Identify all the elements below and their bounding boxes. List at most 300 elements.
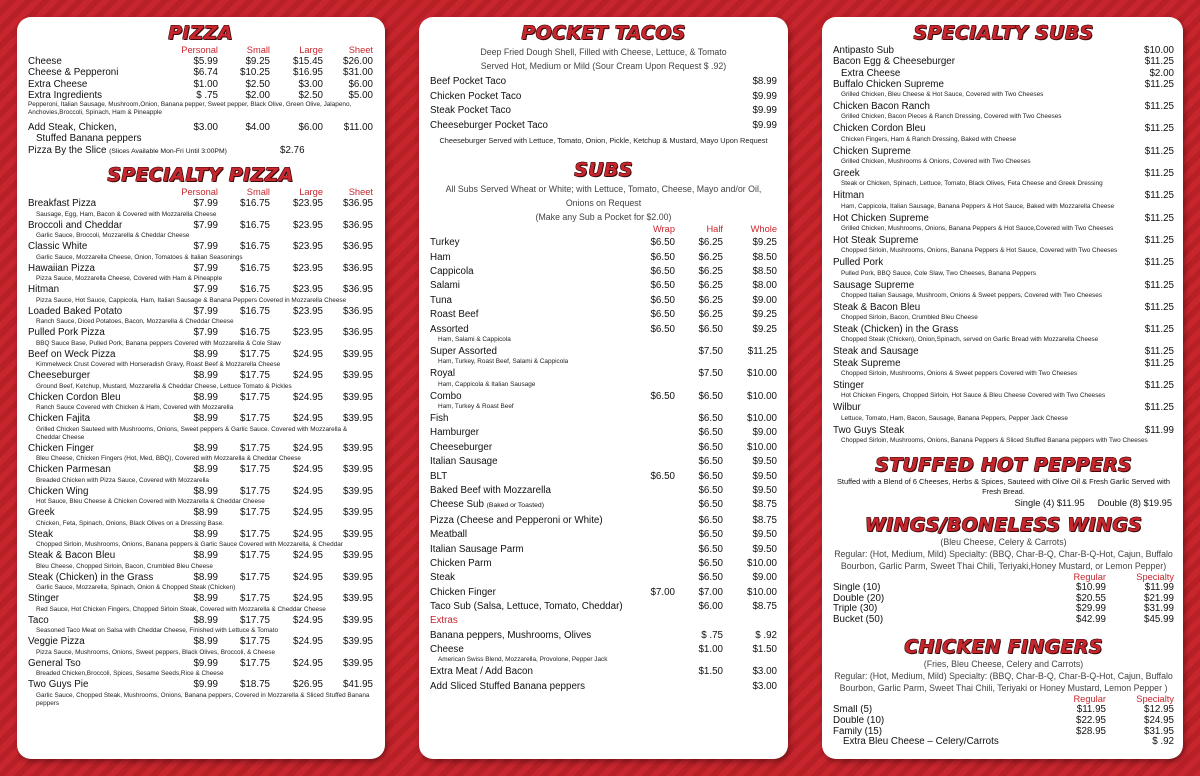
item-price: $6.50 — [650, 251, 675, 263]
item-name — [430, 252, 627, 264]
pocket-tacos-list — [430, 75, 777, 133]
item-description: Ground Beef, Ketchup, Mustard, Mozzarella & Cheddar Cheese, Lettuce Tomato & Pickles — [36, 382, 292, 390]
menu-item — [833, 257, 1174, 268]
item-name — [833, 123, 1114, 134]
item-price: $11.25 — [1144, 234, 1174, 246]
item-price: $10.00 — [1144, 45, 1174, 56]
item-name-text: Pulled Pork Pizza — [28, 327, 105, 339]
menu-item-extra: Extra Bleu Cheese – Celery/Carrots $ .92 — [843, 736, 1174, 748]
item-price: $6.50 — [698, 572, 723, 584]
item-price: $28.95 — [1076, 725, 1106, 737]
item-name-text: Chicken Cordon Bleu — [833, 123, 926, 135]
menu-item — [430, 572, 777, 584]
item-price: $8.75 — [752, 499, 777, 511]
wings-flavors: Regular: (Hot, Medium, Mild) Specialty: (BBQ, Char-B-Q, Char-B-Q-Hot, Cajun, Buffalo Bourbon, Garlic Parm, Sweet Thai Chili, Teriyaki,Honey Mustard, or Lemon Pepper) — [834, 548, 1173, 571]
menu-item: Add Steak, Chicken, $3.00 $4.00 $6.00 $11.00 — [28, 122, 373, 134]
item-price: $10.00 — [747, 586, 777, 598]
item-price: $24.95 — [293, 464, 323, 476]
menu-item — [833, 716, 1174, 727]
item-price: $23.95 — [293, 219, 323, 231]
fingers-flavors: Regular: (Hot, Medium, Mild) Specialty: (BBQ, Char-B-Q, Char-B-Q-Hot, Cajun, Buffalo Bourbon, Garlic Parm, Sweet Thai Chili, Teriyaki or Honey Mustard, Lemon Pepper ) — [834, 671, 1173, 694]
item-price: $17.75 — [240, 636, 270, 648]
item-price: $23.95 — [293, 241, 323, 253]
menu-item — [430, 119, 777, 134]
wings-title: WINGS/BONELESS WINGS — [864, 513, 1143, 536]
item-price: $16.75 — [240, 284, 270, 296]
item-name — [430, 442, 627, 454]
item-name-text: BLT — [430, 470, 448, 482]
item-name-text: Royal — [430, 368, 456, 380]
fingers-header-row: Regular Specialty — [1073, 694, 1174, 705]
item-description: Garlic Sauce, Mozzarella Cheese, Onion, Tomatoes & Italian Seasonings — [36, 253, 243, 261]
menu-item — [430, 544, 777, 556]
item-price: $ .92 — [755, 629, 777, 641]
item-name — [833, 56, 1114, 67]
item-price: $6.50 — [698, 499, 723, 511]
item-price: $8.99 — [193, 593, 218, 605]
item-name-text: Steak (Chicken) in the Grass — [28, 571, 154, 583]
menu-item — [430, 252, 777, 264]
item-name-text: Combo — [430, 390, 462, 402]
item-price: $24.95 — [293, 507, 323, 519]
pocket-tacos-intro-2: Served Hot, Medium or Mild (Sour Cream Upon Request $ .92) — [480, 61, 727, 71]
item-price: $9.99 — [752, 90, 777, 102]
item-name — [430, 456, 627, 468]
item-name-text: Two Guys Steak — [833, 424, 905, 436]
item-name — [430, 558, 627, 570]
item-description: Pulled Pork, BBQ Sauce, Cole Slaw, Two Cheeses, Banana Peppers — [841, 269, 1036, 277]
item-price: $11.95 — [1076, 704, 1106, 716]
item-name-text: Chicken Bacon Ranch — [833, 101, 930, 113]
menu-item — [28, 241, 373, 253]
item-name — [430, 237, 627, 249]
item-description: Grilled Chicken Sauteed with Mushrooms, Onions, Sweet peppers & Garlic Sauce. Covered with Mozzarella & Cheddar Cheese — [36, 425, 348, 441]
item-price: $39.95 — [343, 507, 373, 519]
item-price: $36.95 — [343, 241, 373, 253]
wings-list — [833, 583, 1174, 625]
item-price: $9.99 — [752, 105, 777, 116]
wings-sub: (Bleu Cheese, Celery & Carrots) — [940, 536, 1067, 547]
item-price: $6.50 — [698, 441, 723, 453]
item-name-text: Double (10) — [833, 715, 885, 726]
menu-item — [430, 295, 777, 307]
item-description: Sausage, Egg, Ham, Bacon & Covered with Mozzarella Cheese — [36, 210, 217, 218]
item-price: $8.99 — [193, 348, 218, 360]
item-name — [833, 358, 1114, 369]
stuffed-peppers-prices: Single (4) $11.95 Double (8) $19.95 — [1014, 497, 1172, 508]
item-name — [430, 630, 627, 642]
item-price: $9.50 — [752, 456, 777, 468]
item-price: $8.99 — [193, 485, 218, 497]
item-price: $6.25 — [698, 294, 723, 306]
item-description: Chopped Sirloin, Mushrooms, Onions, Banana peppers & Garlic Sauce Covered with Mozzarella, & Cheddar — [36, 541, 343, 549]
item-name — [28, 284, 168, 296]
item-name-text: Wilbur — [833, 402, 861, 414]
item-name — [28, 593, 168, 605]
item-price: $8.99 — [193, 614, 218, 626]
item-description: Hot Sauce, Bleu Cheese & Chicken Covered with Mozzarella & Cheddar Cheese — [36, 498, 265, 506]
menu-item — [430, 75, 777, 90]
item-description: Pizza Sauce, Hot Sauce, Cappicola, Ham, Italian Sausage & Banana Peppers Covered in Mozzarella Cheese — [36, 296, 347, 304]
item-description: Grilled Chicken, Bacon Pieces & Ranch Dressing, Covered with Two Cheeses — [841, 113, 1062, 121]
menu-item — [833, 594, 1174, 605]
item-name — [430, 681, 627, 693]
item-name-text: Double (20) — [833, 593, 885, 604]
item-price: $9.25 — [752, 323, 777, 335]
item-description: BBQ Sauce Base, Pulled Pork, Banana peppers Covered with Mozzarella & Cole Slaw — [36, 339, 281, 347]
item-name — [430, 75, 717, 90]
menu-item — [28, 327, 373, 339]
item-price: $6.50 — [650, 265, 675, 277]
item-price: $31.99 — [1144, 603, 1174, 615]
item-name-text: Chicken Wing — [28, 485, 89, 497]
menu-item — [28, 615, 373, 627]
item-price: $24.95 — [293, 413, 323, 425]
item-description: Breaded Chicken with Pizza Sauce, Covered with Mozzarella — [36, 476, 209, 484]
menu-item — [430, 442, 777, 454]
pocket-tacos-intro: Deep Fried Dough Shell, Filled with Cheese, Lettuce, & Tomato — [480, 47, 727, 57]
item-name — [430, 413, 627, 425]
item-name — [833, 425, 1114, 436]
menu-item — [430, 346, 777, 358]
menu-item — [833, 190, 1174, 201]
item-note: (Baked or Toasted) — [486, 502, 544, 510]
item-price: $8.99 — [193, 442, 218, 454]
item-price: $24.95 — [293, 550, 323, 562]
item-price: $11.25 — [1144, 402, 1174, 414]
item-price: $39.95 — [343, 413, 373, 425]
item-price: $7.99 — [193, 219, 218, 231]
item-price: $17.75 — [240, 442, 270, 454]
pizza-list — [28, 56, 373, 157]
item-price: $17.75 — [240, 550, 270, 562]
menu-item — [28, 679, 373, 691]
item-name-text: Chicken Cordon Bleu — [28, 391, 121, 403]
item-name-text: Pulled Pork — [833, 257, 884, 269]
item-name-text: Super Assorted — [430, 345, 497, 357]
menu-item — [833, 583, 1174, 594]
item-name — [28, 636, 168, 648]
item-price: $8.99 — [193, 507, 218, 519]
item-price: $11.25 — [1144, 145, 1174, 157]
item-price: $9.99 — [752, 119, 777, 131]
item-description: American Swiss Blend, Mozzarella, Provolone, Pepper Jack — [438, 656, 608, 664]
item-price: $45.99 — [1144, 613, 1174, 625]
item-name-text: Hamburger — [430, 427, 480, 439]
item-price: $16.75 — [240, 241, 270, 253]
fingers-sub: (Fries, Bleu Cheese, Celery and Carrots) — [923, 659, 1084, 670]
item-name-text: Chicken Supreme — [833, 145, 911, 157]
item-name-text: Greek — [28, 507, 55, 519]
item-name — [833, 168, 1114, 179]
item-price: $17.75 — [240, 348, 270, 360]
menu-item — [430, 529, 777, 541]
specialty-subs-panel — [822, 17, 1183, 759]
item-price: $36.95 — [343, 284, 373, 296]
item-name — [430, 391, 627, 403]
subs-intro-2: Onions on Request — [565, 198, 642, 208]
item-price: $39.95 — [343, 571, 373, 583]
item-name — [430, 295, 627, 307]
subs-intro: All Subs Served Wheat or White; with Lettuce, Tomato, Cheese, Mayo and/or Oil, — [445, 184, 762, 194]
item-name-text: Steak Pocket Taco — [430, 105, 511, 116]
item-description: Garlic Sauce, Broccoli, Mozzarella & Cheddar Cheese — [36, 232, 190, 240]
menu-item — [833, 235, 1174, 246]
item-name — [28, 486, 168, 498]
fingers-list — [833, 705, 1174, 737]
item-name — [28, 413, 168, 425]
item-price: $31.95 — [1144, 725, 1174, 737]
item-price: $6.00 — [698, 601, 723, 613]
stuffed-peppers-title: STUFFED HOT PEPPERS — [875, 453, 1132, 476]
item-name-text: Beef Pocket Taco — [430, 76, 507, 87]
item-description: Chopped Sirloin, Mushrooms, Onions, Banana Peppers & Hot Sauce, Covered with Two Cheeses — [841, 247, 1118, 255]
item-price: $39.95 — [343, 528, 373, 540]
item-name-text: Add Sliced Stuffed Banana peppers — [430, 680, 586, 692]
item-name-text: Broccoli and Cheddar — [28, 219, 123, 231]
menu-item — [28, 636, 373, 648]
menu-item — [28, 263, 373, 275]
item-description: Breaded Chicken,Broccoli, Spices, Sesame Seeds,Rice & Cheese — [36, 670, 224, 678]
col-large: Large — [299, 45, 323, 55]
item-name — [430, 471, 627, 483]
item-price: $10.00 — [747, 390, 777, 402]
item-price: $7.00 — [650, 586, 675, 598]
item-price: $11.25 — [1144, 168, 1174, 180]
menu-item — [833, 101, 1174, 112]
item-price: $17.75 — [240, 391, 270, 403]
item-price: $17.75 — [240, 413, 270, 425]
item-name — [28, 679, 168, 691]
item-description: Seasoned Taco Meat on Salsa with Cheddar Cheese, Finished with Lettuce & Tomato — [36, 627, 279, 635]
item-price: $6.25 — [698, 237, 723, 249]
item-price: $23.95 — [293, 262, 323, 274]
item-price: $9.50 — [752, 543, 777, 555]
item-name — [28, 529, 168, 541]
item-name-text: Steak Supreme — [833, 357, 901, 369]
item-name — [430, 587, 627, 599]
item-price: $11.25 — [1144, 380, 1174, 392]
item-price: $9.50 — [752, 485, 777, 497]
item-price: $3.00 — [752, 680, 777, 692]
menu-item — [28, 550, 373, 562]
item-price: $16.75 — [240, 198, 270, 210]
item-price: $17.75 — [240, 593, 270, 605]
item-name — [833, 235, 1114, 246]
menu-item — [28, 593, 373, 605]
item-price: $24.95 — [293, 593, 323, 605]
item-name-text: Assorted — [430, 323, 469, 335]
item-name — [430, 104, 717, 119]
menu-item — [430, 471, 777, 483]
item-price: $11.25 — [1144, 346, 1174, 358]
item-price: $8.50 — [752, 251, 777, 263]
item-price: $2.00 — [1149, 67, 1174, 79]
item-description: Grilled Chicken, Bleu Cheese & Hot Sauce, Covered with Two Cheeses — [841, 91, 1044, 99]
item-price: $39.95 — [343, 348, 373, 360]
item-name-text: Small (5) — [833, 705, 873, 716]
menu-item — [430, 485, 777, 497]
item-price: $8.99 — [193, 391, 218, 403]
menu-item — [28, 349, 373, 361]
item-name-text: Chicken Parmesan — [28, 464, 111, 476]
item-price: $24.95 — [293, 636, 323, 648]
item-price: $7.99 — [193, 262, 218, 274]
item-price: $6.50 — [650, 309, 675, 321]
item-name-text: Hitman — [28, 284, 60, 296]
item-name — [28, 220, 168, 232]
item-name-text: Steak & Bacon Bleu — [833, 301, 921, 313]
item-description: Lettuce, Tomato, Ham, Bacon, Sausage, Banana Peppers, Pepper Jack Cheese — [841, 414, 1068, 422]
item-name — [28, 198, 168, 210]
item-price: $17.75 — [240, 571, 270, 583]
menu-item — [430, 630, 777, 642]
item-price: $6.50 — [698, 456, 723, 468]
item-price: $22.95 — [1076, 714, 1106, 726]
item-name — [28, 306, 168, 318]
item-name-text: Extra Meat / Add Bacon — [430, 666, 533, 678]
item-name-text: Chicken Fajita — [28, 413, 91, 425]
item-price: $17.75 — [240, 370, 270, 382]
item-name — [430, 346, 627, 358]
item-name — [430, 280, 627, 292]
item-name — [833, 594, 1034, 605]
menu-item — [28, 198, 373, 210]
item-price: $6.25 — [698, 265, 723, 277]
menu-item — [833, 68, 1174, 79]
item-price: $6.50 — [650, 237, 675, 249]
item-price: $39.95 — [343, 657, 373, 669]
item-price: $29.99 — [1076, 603, 1106, 615]
menu-item — [430, 601, 777, 613]
item-price: $6.50 — [698, 390, 723, 402]
item-name — [833, 257, 1114, 268]
pocket-tacos-note: Cheeseburger Served with Lettuce, Tomato, Onion, Pickle, Ketchup & Mustard, Mayo Upon Request — [439, 136, 768, 145]
item-name — [430, 368, 627, 380]
item-price: $6.50 — [698, 323, 723, 335]
menu-item — [833, 604, 1174, 615]
menu-item — [28, 443, 373, 455]
item-name — [833, 583, 1034, 594]
item-name — [430, 309, 627, 321]
item-name — [833, 716, 1034, 727]
menu-item — [833, 280, 1174, 291]
item-name — [833, 45, 1114, 56]
item-price: $39.95 — [343, 442, 373, 454]
item-name — [430, 119, 717, 134]
item-name — [833, 324, 1114, 335]
item-price: $17.75 — [240, 657, 270, 669]
item-description: Bleu Cheese, Chicken Fingers (Hot, Med, BBQ), Covered with Mozzarella & Cheddar Cheese — [36, 455, 301, 463]
item-name — [28, 572, 168, 584]
tacos-subs-panel — [419, 17, 788, 759]
item-price: $16.75 — [240, 327, 270, 339]
item-description: Ranch Sauce Covered with Chicken & Ham, Covered with Mozzarella — [36, 404, 234, 412]
item-name-text: Chicken Finger — [430, 586, 496, 598]
item-price: $16.75 — [240, 305, 270, 317]
item-price: $11.99 — [1144, 581, 1174, 593]
item-price: $23.95 — [293, 327, 323, 339]
item-price: $20.55 — [1076, 592, 1106, 604]
item-price: $11.25 — [1144, 357, 1174, 369]
menu-item — [28, 284, 373, 296]
item-price: $9.99 — [193, 657, 218, 669]
menu-item — [833, 123, 1174, 134]
stuffed-peppers-desc: Stuffed with a Blend of 6 Cheeses, Herbs & Spices, Sauteed with Olive Oil & Fresh Garlic Served with Fresh Bread. — [836, 476, 1170, 496]
item-description: Garlic Sauce, Mozzarella, Spinach, Onion & Chopped Steak (Chicken) — [36, 584, 236, 592]
item-name-text: Salami — [430, 280, 460, 292]
item-name-text: Cappicola — [430, 265, 474, 277]
item-name-text: Cheeseburger Pocket Taco — [430, 119, 548, 131]
item-name-text: Greek — [833, 168, 860, 180]
item-price: $1.50 — [752, 643, 777, 655]
item-name — [430, 544, 627, 556]
item-price: $8.75 — [752, 514, 777, 526]
item-price: $7.50 — [698, 345, 723, 357]
item-name-text: Extra Cheese — [841, 67, 901, 79]
item-price: $7.50 — [698, 368, 723, 380]
item-name — [430, 601, 627, 613]
item-price: $39.95 — [343, 550, 373, 562]
item-name-text: Steak (Chicken) in the Grass — [833, 324, 959, 336]
menu-item — [28, 507, 373, 519]
item-price: $24.95 — [293, 391, 323, 403]
item-price: $1.00 — [698, 643, 723, 655]
item-name — [833, 79, 1114, 90]
item-name-text: Cheese Sub — [430, 499, 484, 511]
specialty-subs-list — [833, 45, 1174, 447]
wings-header-row: Regular Specialty — [1073, 571, 1174, 582]
item-price: $9.00 — [752, 572, 777, 584]
menu-item — [28, 370, 373, 382]
item-name-text: Steak and Sausage — [833, 346, 919, 358]
item-price: $9.99 — [193, 679, 218, 691]
menu-item — [833, 168, 1174, 179]
item-price: $6.50 — [698, 529, 723, 541]
item-price: $7.99 — [193, 284, 218, 296]
menu-item — [833, 324, 1174, 335]
menu-item — [833, 380, 1174, 391]
item-name-text: Italian Sausage Parm — [430, 543, 524, 555]
item-price: $6.50 — [698, 427, 723, 439]
item-name — [833, 615, 1034, 626]
item-price: $8.99 — [193, 636, 218, 648]
item-name-text: Steak & Bacon Bleu — [28, 550, 116, 562]
item-price: $6.50 — [650, 470, 675, 482]
item-price: $42.99 — [1076, 613, 1106, 625]
item-description: Grilled Chicken, Mushrooms & Onions, Covered with Two Cheeses — [841, 158, 1031, 166]
menu-item — [833, 358, 1174, 369]
item-name-text: Chicken Pocket Taco — [430, 90, 522, 102]
menu-item — [833, 727, 1174, 738]
item-price: $3.00 — [752, 666, 777, 678]
item-name-text: Buffalo Chicken Supreme — [833, 78, 944, 90]
item-price: $24.95 — [293, 614, 323, 626]
item-price: $16.75 — [240, 219, 270, 231]
item-price: $11.25 — [1144, 324, 1174, 336]
item-name — [833, 705, 1034, 716]
item-name — [28, 241, 168, 253]
item-name — [28, 550, 168, 562]
menu-item — [430, 681, 777, 693]
item-name-text: Cheeseburger — [28, 370, 91, 382]
item-price: $ .75 — [701, 629, 723, 641]
menu-item — [430, 324, 777, 336]
item-name — [28, 658, 168, 670]
item-name-text: Veggie Pizza — [28, 636, 85, 648]
subs-header-row: Wrap Half Whole — [652, 224, 777, 234]
item-name-text: Stinger — [833, 380, 865, 392]
